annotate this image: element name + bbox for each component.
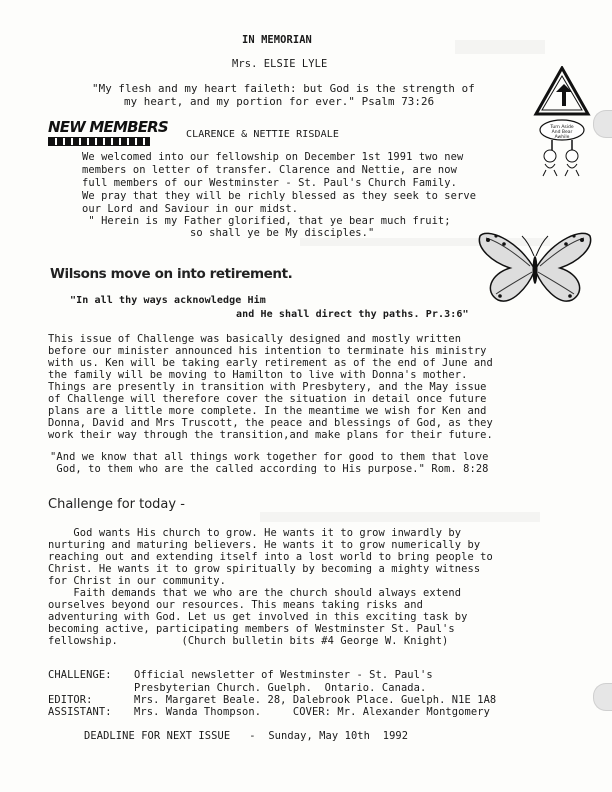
retirement-quote-line: and He shall direct thy paths. Pr.3:6" <box>236 309 469 320</box>
masthead-challenge-label: CHALLENGE: <box>48 669 112 681</box>
challenge-body-line: Faith demands that we who are the church should always extend <box>48 587 462 599</box>
challenge-body-line: adventuring with God. Let us get involved in this exciting task by <box>48 611 468 623</box>
masthead-challenge-value: Official newsletter of Westminster - St. Paul's <box>134 669 433 681</box>
retirement-body-line: before our minister announced his intention to terminate his ministry <box>48 345 487 357</box>
memoriam-name: Mrs. ELSIE LYLE <box>232 58 328 70</box>
challenge-body-line: becoming active, participating members of Westminster St. Paul's <box>48 623 455 635</box>
bleed-through-mark <box>455 40 545 54</box>
butterfly-illustration <box>476 228 594 308</box>
svg-text:And Bear: And Bear <box>551 130 573 135</box>
retirement-closing-line: God, to them who are the called according to His purpose." Rom. 8:28 <box>50 463 489 475</box>
challenge-body-line: fellowship. (Church bulletin bits #4 George W. Knight) <box>48 635 449 647</box>
new-members-line: We welcomed into our fellowship on December 1st 1991 two new <box>82 151 464 163</box>
challenge-body-line: God wants His church to grow. He wants it to grow inwardly by <box>48 527 462 539</box>
challenge-body-line: for Christ in our community. <box>48 575 226 587</box>
challenge-heading: Challenge for today - <box>48 497 185 512</box>
retirement-body-line: Donna, David and Mrs Truscott, the peace and blessings of God, as they <box>48 417 493 429</box>
sign-text: Turn Aside <box>550 125 574 130</box>
masthead-editor-label: EDITOR: <box>48 694 93 706</box>
svg-text:Awhile: Awhile <box>554 135 570 140</box>
new-members-line: " Herein is my Father glorified, that ye bear much fruit; <box>82 215 451 227</box>
retirement-body-line: Things are presently in transition with Presbytery, and the May issue <box>48 381 487 393</box>
new-members-line: full members of our Westminster - St. Paul's Church Family. <box>82 177 457 189</box>
memoriam-verse-line: "My flesh and my heart faileth: but God is the strength of <box>92 82 475 95</box>
punch-hole <box>593 110 612 138</box>
retirement-heading: Wilsons move on into retirement. <box>50 266 293 282</box>
retirement-body-line: work their way through the transition,and make plans for their future. <box>48 429 493 441</box>
masthead-assistant-value: Mrs. Wanda Thompson. COVER: Mr. Alexander Montgomery <box>134 706 490 718</box>
retirement-quote-line: "In all thy ways acknowledge Him <box>70 295 266 306</box>
new-members-heading: NEW MEMBERS <box>48 118 168 136</box>
retirement-body-line: with us. Ken will be taking early retirement as of the end of June and <box>48 357 493 369</box>
bleed-through-mark <box>260 512 540 522</box>
memoriam-title: IN MEMORIAN <box>242 34 312 46</box>
retirement-body-line: of Challenge will therefore cover the situation in detail once future <box>48 393 487 405</box>
masthead-editor-value: Mrs. Margaret Beale. 28, Dalebrook Place. Guelph. N1E 1A8 <box>134 694 497 706</box>
new-members-line: so shall ye be My disciples." <box>82 227 375 239</box>
new-members-line: our Lord and Saviour in our midst. <box>82 203 299 215</box>
new-members-line: members on letter of transfer. Clarence and Nettie, are now <box>82 164 457 176</box>
retirement-body-line: This issue of Challenge was basically designed and mostly written <box>48 333 462 345</box>
retirement-body-line: the family will be moving to Hamilton to live with Donna's mother. <box>48 369 468 381</box>
retirement-closing-line: "And we know that all things work together for good to them that love <box>50 451 489 463</box>
memoriam-verse-line: my heart, and my portion for ever." Psalm 73:26 <box>124 95 435 108</box>
new-members-line: We pray that they will be richly blessed as they seek to serve <box>82 190 477 202</box>
challenge-body-line: reaching out and extending itself into a lost world to bring people to <box>48 551 493 563</box>
deadline-notice: DEADLINE FOR NEXT ISSUE - Sunday, May 10th 1992 <box>84 730 409 742</box>
turn-aside-sign-illustration <box>532 66 592 178</box>
retirement-body-line: plans are a little more complete. In the meantime we wish for Ken and <box>48 405 487 417</box>
masthead-challenge-value: Presbyterian Church. Guelph. Ontario. Canada. <box>134 682 427 694</box>
new-members-names: CLARENCE & NETTIE RISDALE <box>186 129 340 140</box>
masthead-assistant-label: ASSISTANT: <box>48 706 112 718</box>
punch-hole <box>593 683 612 711</box>
challenge-body-line: Christ. He wants it to grow spiritually by becoming a mighty witness <box>48 563 481 575</box>
challenge-body-line: ourselves beyond our resources. This means taking risks and <box>48 599 423 611</box>
new-members-underline-decoration <box>48 137 150 146</box>
challenge-body-line: nurturing and maturing believers. He wants it to grow numerically by <box>48 539 481 551</box>
